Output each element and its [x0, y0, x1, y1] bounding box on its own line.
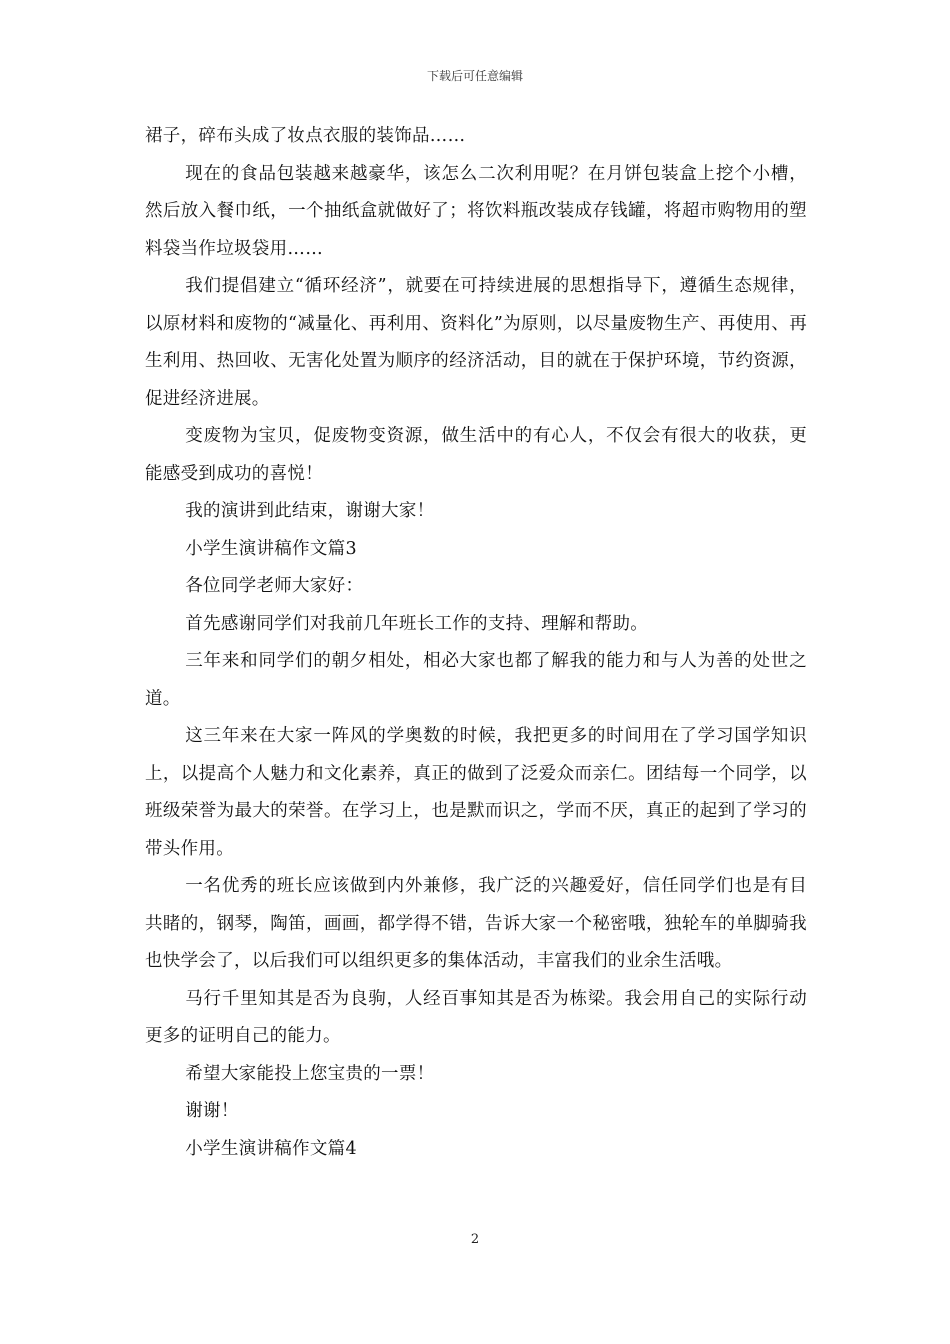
- page-header: 下载后可任意编辑: [426, 69, 523, 83]
- paragraph-studies: 这三年来在大家一阵风的学奥数的时候，我把更多的时间用在了学习国学知识上，以提高个人魅力和文化素养，真正的做到了泛爱众而亲仁。团结每一个同学，以班级荣誉为最大的荣誉。在学习上，也是默而识之，学而不厌，真正的起到了学习的带头作用。: [145, 726, 807, 859]
- paragraph-vote: 希望大家能投上您宝贵的一票！: [185, 1063, 435, 1084]
- page-number: 2: [470, 1232, 480, 1247]
- paragraph-speech-end: 我的演讲到此结束，谢谢大家！: [185, 501, 435, 521]
- paragraph-closing-thanks: 谢谢！: [185, 1101, 239, 1121]
- section-title-3: 小学生演讲稿作文篇3: [185, 538, 357, 559]
- paragraph-proverb: 马行千里知其是否为良驹，人经百事知其是否为栋梁。我会用自己的实际行动更多的证明自己的能力。: [145, 988, 807, 1046]
- paragraph-waste-to-treasure: 变废物为宝贝，促废物变资源，做生活中的有心人，不仅会有很大的收获，更能感受到成功的喜悦！: [145, 426, 807, 484]
- paragraph-thanks: 首先感谢同学们对我前几年班长工作的支持、理解和帮助。: [185, 613, 649, 634]
- section-title-4: 小学生演讲稿作文篇4: [185, 1138, 357, 1159]
- paragraph-circular-economy: 我们提倡建立“循环经济”，就要在可持续进展的思想指导下，遵循生态规律，以原材料和废物的“减量化、再利用、资料化”为原则，以尽量废物生产、再使用、再生利用、热回收、无害化处置为顺序的经济活动，目的就在于保护环境，节约资源，促进经济进展。: [145, 276, 807, 409]
- paragraph-three-years: 三年来和同学们的朝夕相处，相必大家也都了解我的能力和与人为善的处世之道。: [145, 651, 807, 709]
- paragraph-packaging-reuse: 现在的食品包装越来越豪华，该怎么二次利用呢？在月饼包装盒上挖个小槽，然后放入餐巾纸，一个抽纸盒就做好了；将饮料瓶改装成存钱罐，将超市购物用的塑料袋当作垃圾袋用……: [145, 163, 807, 259]
- paragraph-hobbies: 一名优秀的班长应该做到内外兼修，我广泛的兴趣爱好，信任同学们也是有目共睹的，钢琴，陶笛，画画，都学得不错，告诉大家一个秘密哦，独轮车的单脚骑我也快学会了，以后我们可以组织更多的集体活动，丰富我们的业余生活哦。: [145, 876, 807, 971]
- paragraph-continuation: 裙子，碎布头成了妆点衣服的装饰品……: [145, 126, 466, 146]
- paragraph-greeting: 各位同学老师大家好：: [185, 576, 364, 596]
- document-body: [145, 118, 807, 1168]
